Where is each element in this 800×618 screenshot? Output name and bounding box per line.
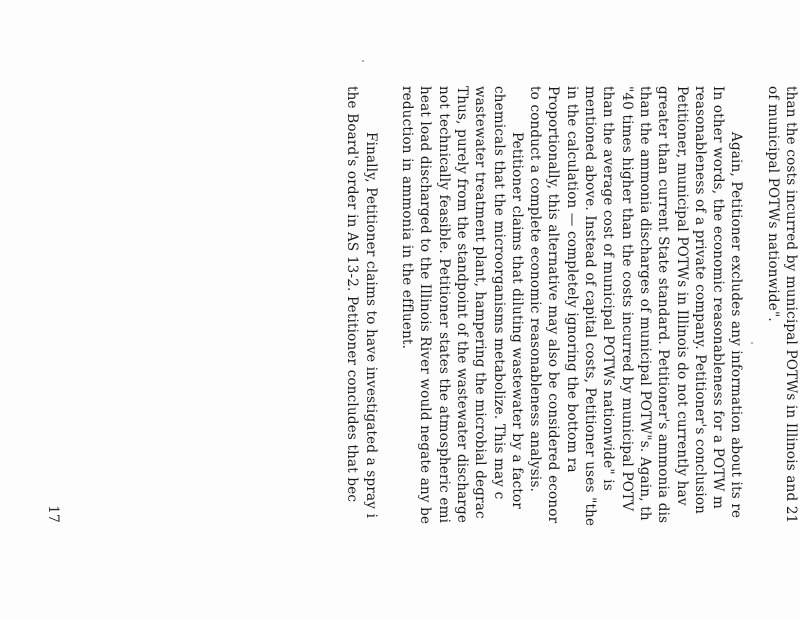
text-line: in the calculation — completely ignoring the bottom ra bbox=[563, 86, 580, 473]
text-line: than the costs incurred by municipal POTWs in Illinois and 21 bbox=[783, 86, 799, 524]
text-line: than the ammonia discharges of municipal POTW"s. Again, th bbox=[636, 86, 653, 521]
text-line: of municipal POTWs nationwide". bbox=[764, 86, 781, 322]
text-line: Proportionally, this alternative may also be considered econor bbox=[545, 86, 562, 524]
text-line: to conduct a complete economic reasonableness analysis. bbox=[527, 86, 544, 493]
text-line: the Board's order in AS 13-2. Petitioner concludes that bec bbox=[344, 86, 361, 503]
text-line: reasonableness of a private company. Petitioner's conclusion bbox=[691, 86, 708, 515]
scan-speck bbox=[751, 342, 753, 344]
scan-speck bbox=[362, 60, 364, 62]
text-line: than the average cost of municipal POTWs nationwide" is bbox=[600, 86, 617, 491]
page-number: 17 bbox=[44, 505, 61, 523]
text-line: reduction in ammonia in the effluent. bbox=[399, 86, 416, 350]
text-line: heat load discharged to the Illinois River would negate any be bbox=[417, 86, 434, 525]
text-line: "40 times higher than the costs incurred by municipal POTV bbox=[618, 86, 635, 512]
text-line: Thus, purely from the standpoint of the wastewater discharge bbox=[453, 86, 470, 524]
text-line: In other words, the economic reasonableness for a POTW m bbox=[710, 86, 727, 510]
paragraph-start-line: Finally, Petitioner claims to have investigated a spray i bbox=[362, 132, 379, 519]
paragraph-start-line: Petitioner claims that diluting wastewater by a factor bbox=[508, 132, 525, 510]
text-line: greater than current State standard. Petitioner's ammonia dis bbox=[655, 86, 672, 524]
text-line: Petitioner, municipal POTWs in Illinois do not currently hav bbox=[673, 86, 690, 506]
paragraph-start-line: Again, Petitioner excludes any information about its re bbox=[728, 132, 745, 519]
text-line: wastewater treatment plant, hampering the microbial degrac bbox=[472, 86, 489, 519]
body-text bbox=[343, 86, 800, 618]
text-line: mentioned above. Instead of capital costs, Petitioner uses "the bbox=[582, 86, 599, 527]
text-line: chemicals that the microorganisms metabolize. This may c bbox=[490, 86, 507, 500]
text-line: not technically feasible. Petitioner states the atmospheric emi bbox=[435, 86, 452, 524]
